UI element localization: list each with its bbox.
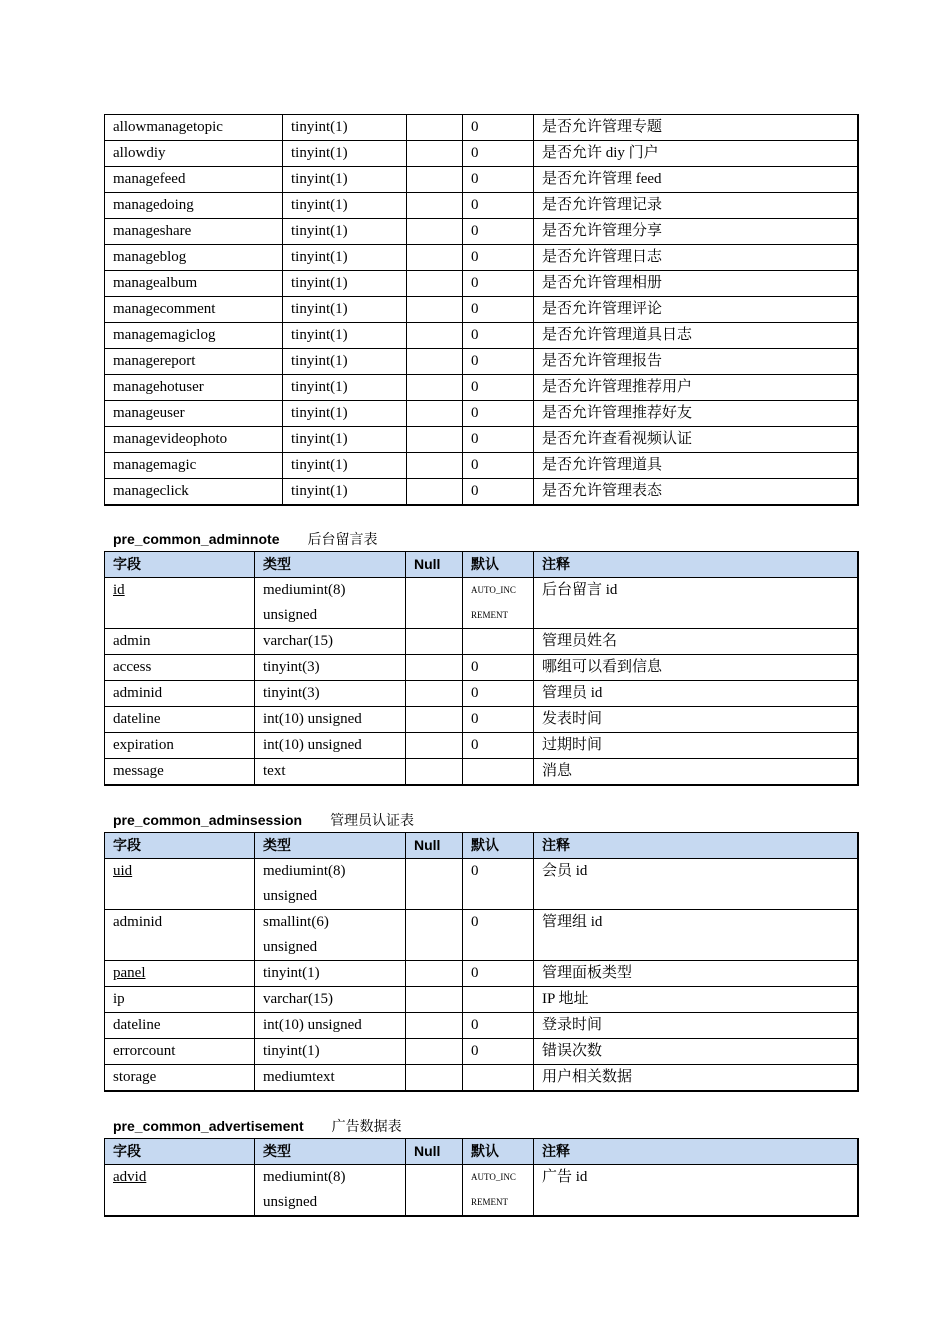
type-cell: tinyint(1) — [283, 141, 407, 167]
null-cell — [406, 758, 463, 785]
table-row — [105, 986, 859, 1012]
table-name: pre_common_adminnote — [113, 531, 280, 547]
default-cell: 0 — [463, 680, 534, 706]
type-line-2: unsigned — [263, 887, 318, 904]
field-cell — [105, 858, 255, 909]
type-cell: varchar(15) — [255, 628, 406, 654]
type-cell: tinyint(1) — [283, 219, 407, 245]
type-line-1: smallint(6) — [263, 913, 329, 930]
field-cell: manageblog — [105, 245, 283, 271]
header-null: Null — [406, 1139, 463, 1165]
table-row — [105, 1012, 859, 1038]
table-row — [105, 1164, 859, 1216]
type-cell: tinyint(1) — [283, 375, 407, 401]
type-cell: mediumtext — [255, 1064, 406, 1091]
default-cell: 0 — [463, 1038, 534, 1064]
table-row — [105, 628, 859, 654]
type-cell: tinyint(1) — [283, 453, 407, 479]
type-line-2: unsigned — [263, 938, 318, 955]
note-cell: 是否允许管理道具 — [534, 453, 859, 479]
note-cell: 是否允许管理评论 — [534, 297, 859, 323]
field-cell: dateline — [105, 706, 255, 732]
note-cell: 是否允许管理记录 — [534, 193, 859, 219]
type-cell: tinyint(3) — [255, 654, 406, 680]
null-cell — [407, 401, 463, 427]
field-cell — [105, 577, 255, 628]
adminsession-table — [104, 832, 859, 1092]
null-cell — [406, 706, 463, 732]
default-cell: 0 — [463, 909, 534, 960]
default-line-1: AUTO_INC — [471, 584, 516, 595]
null-cell — [406, 1064, 463, 1091]
field-cell: allowdiy — [105, 141, 283, 167]
table-row — [105, 680, 859, 706]
default-cell: 0 — [463, 193, 534, 219]
null-cell — [406, 858, 463, 909]
type-line-2: unsigned — [263, 606, 318, 623]
table-row — [105, 909, 859, 960]
header-default: 默认 — [463, 833, 534, 859]
note-cell: 消息 — [534, 758, 859, 785]
field-cell — [105, 960, 255, 986]
type-cell: int(10) unsigned — [255, 732, 406, 758]
adminnote-table — [104, 551, 859, 786]
null-cell — [406, 1164, 463, 1216]
default-cell: 0 — [463, 427, 534, 453]
note-cell: 是否允许管理表态 — [534, 479, 859, 506]
header-field: 字段 — [105, 833, 255, 859]
note-cell: 是否允许管理相册 — [534, 271, 859, 297]
note-cell: 管理面板类型 — [534, 960, 859, 986]
note-cell: 后台留言 id — [534, 577, 859, 628]
type-cell — [255, 858, 406, 909]
note-cell: 过期时间 — [534, 732, 859, 758]
table-row — [105, 758, 859, 785]
null-cell — [407, 297, 463, 323]
field-cell: storage — [105, 1064, 255, 1091]
default-cell: 0 — [463, 141, 534, 167]
header-type: 类型 — [255, 1139, 406, 1165]
table-row — [105, 732, 859, 758]
null-cell — [407, 427, 463, 453]
table-row — [105, 271, 859, 297]
type-line-1: mediumint(8) — [263, 862, 346, 879]
default-cell: 0 — [463, 115, 534, 141]
null-cell — [406, 680, 463, 706]
note-cell: 管理组 id — [534, 909, 859, 960]
field-cell: managecomment — [105, 297, 283, 323]
type-cell: tinyint(1) — [283, 479, 407, 506]
field-cell: managehotuser — [105, 375, 283, 401]
header-field: 字段 — [105, 1139, 255, 1165]
note-cell: 用户相关数据 — [534, 1064, 859, 1091]
null-cell — [406, 1012, 463, 1038]
default-cell: 0 — [463, 375, 534, 401]
table-row — [105, 427, 859, 453]
null-cell — [406, 654, 463, 680]
primary-key-field: id — [113, 581, 125, 598]
null-cell — [406, 732, 463, 758]
header-null: Null — [406, 552, 463, 578]
type-cell: tinyint(1) — [255, 1038, 406, 1064]
note-cell: 是否允许管理推荐用户 — [534, 375, 859, 401]
type-cell: tinyint(1) — [283, 427, 407, 453]
null-cell — [407, 167, 463, 193]
null-cell — [407, 375, 463, 401]
primary-key-field: uid — [113, 862, 133, 879]
default-cell: 0 — [463, 349, 534, 375]
advertisement-table — [104, 1138, 859, 1217]
field-cell: allowmanagetopic — [105, 115, 283, 141]
null-cell — [407, 349, 463, 375]
primary-key-field: panel — [113, 964, 146, 981]
null-cell — [406, 986, 463, 1012]
type-cell: tinyint(1) — [283, 297, 407, 323]
default-line-2: REMENT — [471, 609, 508, 620]
note-cell: 是否允许管理推荐好友 — [534, 401, 859, 427]
field-cell: managevideophoto — [105, 427, 283, 453]
type-cell: int(10) unsigned — [255, 1012, 406, 1038]
field-cell: message — [105, 758, 255, 785]
table-row — [105, 167, 859, 193]
default-cell: 0 — [463, 323, 534, 349]
null-cell — [407, 193, 463, 219]
null-cell — [407, 245, 463, 271]
table-name: pre_common_advertisement — [113, 1118, 304, 1134]
note-cell: 哪组可以看到信息 — [534, 654, 859, 680]
table-row — [105, 654, 859, 680]
note-cell: 是否允许管理日志 — [534, 245, 859, 271]
table-row — [105, 349, 859, 375]
field-cell: managemagiclog — [105, 323, 283, 349]
header-note: 注释 — [534, 1139, 859, 1165]
null-cell — [406, 960, 463, 986]
default-cell: 0 — [463, 960, 534, 986]
type-cell: tinyint(1) — [283, 401, 407, 427]
type-cell: tinyint(1) — [283, 349, 407, 375]
adminnote-caption — [113, 529, 377, 549]
type-line-1: mediumint(8) — [263, 581, 346, 598]
field-cell: expiration — [105, 732, 255, 758]
table-row — [105, 577, 859, 628]
table-row — [105, 245, 859, 271]
table-description: 广告数据表 — [331, 1119, 402, 1135]
header-row — [105, 833, 859, 859]
default-cell: 0 — [463, 167, 534, 193]
type-cell — [255, 1164, 406, 1216]
null-cell — [406, 909, 463, 960]
header-null: Null — [406, 833, 463, 859]
type-cell: tinyint(1) — [255, 960, 406, 986]
default-cell: 0 — [463, 245, 534, 271]
field-cell: admin — [105, 628, 255, 654]
default-cell: 0 — [463, 401, 534, 427]
default-cell — [463, 1164, 534, 1216]
note-cell: 管理员 id — [534, 680, 859, 706]
table-row — [105, 323, 859, 349]
table-row — [105, 960, 859, 986]
field-cell: dateline — [105, 1012, 255, 1038]
header-note: 注释 — [534, 833, 859, 859]
advertisement-caption — [113, 1116, 402, 1136]
note-cell: 发表时间 — [534, 706, 859, 732]
header-row — [105, 1139, 859, 1165]
header-note: 注释 — [534, 552, 859, 578]
field-cell: managereport — [105, 349, 283, 375]
field-cell: adminid — [105, 680, 255, 706]
table-row — [105, 706, 859, 732]
header-field: 字段 — [105, 552, 255, 578]
primary-key-field: advid — [113, 1168, 147, 1185]
default-cell: 0 — [463, 858, 534, 909]
note-cell: 登录时间 — [534, 1012, 859, 1038]
null-cell — [407, 115, 463, 141]
field-cell: managemagic — [105, 453, 283, 479]
note-cell: 是否允许 diy 门户 — [534, 141, 859, 167]
null-cell — [406, 628, 463, 654]
null-cell — [407, 323, 463, 349]
table-row — [105, 858, 859, 909]
field-cell: managedoing — [105, 193, 283, 219]
note-cell: 会员 id — [534, 858, 859, 909]
default-cell — [463, 628, 534, 654]
note-cell: IP 地址 — [534, 986, 859, 1012]
default-cell — [463, 577, 534, 628]
default-cell: 0 — [463, 219, 534, 245]
header-default: 默认 — [463, 552, 534, 578]
note-cell: 管理员姓名 — [534, 628, 859, 654]
table-row — [105, 1064, 859, 1091]
field-cell: manageshare — [105, 219, 283, 245]
field-cell: manageclick — [105, 479, 283, 506]
default-cell: 0 — [463, 297, 534, 323]
table-row — [105, 401, 859, 427]
null-cell — [407, 453, 463, 479]
field-cell: manageuser — [105, 401, 283, 427]
type-cell: tinyint(1) — [283, 245, 407, 271]
default-line-2: REMENT — [471, 1196, 508, 1207]
table-name: pre_common_adminsession — [113, 812, 303, 828]
null-cell — [406, 577, 463, 628]
note-cell: 是否允许管理报告 — [534, 349, 859, 375]
type-cell: tinyint(1) — [283, 271, 407, 297]
default-cell — [463, 986, 534, 1012]
type-cell: tinyint(1) — [283, 167, 407, 193]
table-row — [105, 193, 859, 219]
header-type: 类型 — [255, 833, 406, 859]
note-cell: 是否允许管理分享 — [534, 219, 859, 245]
null-cell — [407, 271, 463, 297]
type-line-2: unsigned — [263, 1193, 318, 1210]
adminsession-caption — [113, 810, 414, 830]
default-cell — [463, 1064, 534, 1091]
default-line-1: AUTO_INC — [471, 1171, 516, 1182]
default-cell: 0 — [463, 732, 534, 758]
type-cell: tinyint(1) — [283, 193, 407, 219]
default-cell: 0 — [463, 1012, 534, 1038]
note-cell: 是否允许管理 feed — [534, 167, 859, 193]
table-row — [105, 1038, 859, 1064]
type-cell: text — [255, 758, 406, 785]
default-cell: 0 — [463, 654, 534, 680]
type-cell: int(10) unsigned — [255, 706, 406, 732]
type-cell: tinyint(3) — [255, 680, 406, 706]
field-cell: adminid — [105, 909, 255, 960]
note-cell: 广告 id — [534, 1164, 859, 1216]
type-line-1: mediumint(8) — [263, 1168, 346, 1185]
field-cell: managefeed — [105, 167, 283, 193]
header-type: 类型 — [255, 552, 406, 578]
table-description: 管理员认证表 — [330, 813, 415, 829]
default-cell: 0 — [463, 479, 534, 506]
default-cell: 0 — [463, 706, 534, 732]
table-row — [105, 479, 859, 506]
table-row — [105, 219, 859, 245]
type-cell — [255, 577, 406, 628]
header-row — [105, 552, 859, 578]
continuation-table — [104, 114, 859, 506]
null-cell — [406, 1038, 463, 1064]
field-cell — [105, 1164, 255, 1216]
default-cell — [463, 758, 534, 785]
type-cell: tinyint(1) — [283, 115, 407, 141]
table-description: 后台留言表 — [307, 532, 378, 548]
null-cell — [407, 141, 463, 167]
table-row — [105, 141, 859, 167]
table-row — [105, 375, 859, 401]
field-cell: managealbum — [105, 271, 283, 297]
field-cell: errorcount — [105, 1038, 255, 1064]
header-default: 默认 — [463, 1139, 534, 1165]
field-cell: ip — [105, 986, 255, 1012]
default-cell: 0 — [463, 271, 534, 297]
type-cell: tinyint(1) — [283, 323, 407, 349]
default-cell: 0 — [463, 453, 534, 479]
table-row — [105, 115, 859, 141]
table-row — [105, 297, 859, 323]
field-cell: access — [105, 654, 255, 680]
type-cell — [255, 909, 406, 960]
type-cell: varchar(15) — [255, 986, 406, 1012]
null-cell — [407, 219, 463, 245]
null-cell — [407, 479, 463, 506]
note-cell: 是否允许查看视频认证 — [534, 427, 859, 453]
note-cell: 错误次数 — [534, 1038, 859, 1064]
note-cell: 是否允许管理专题 — [534, 115, 859, 141]
note-cell: 是否允许管理道具日志 — [534, 323, 859, 349]
table-row — [105, 453, 859, 479]
